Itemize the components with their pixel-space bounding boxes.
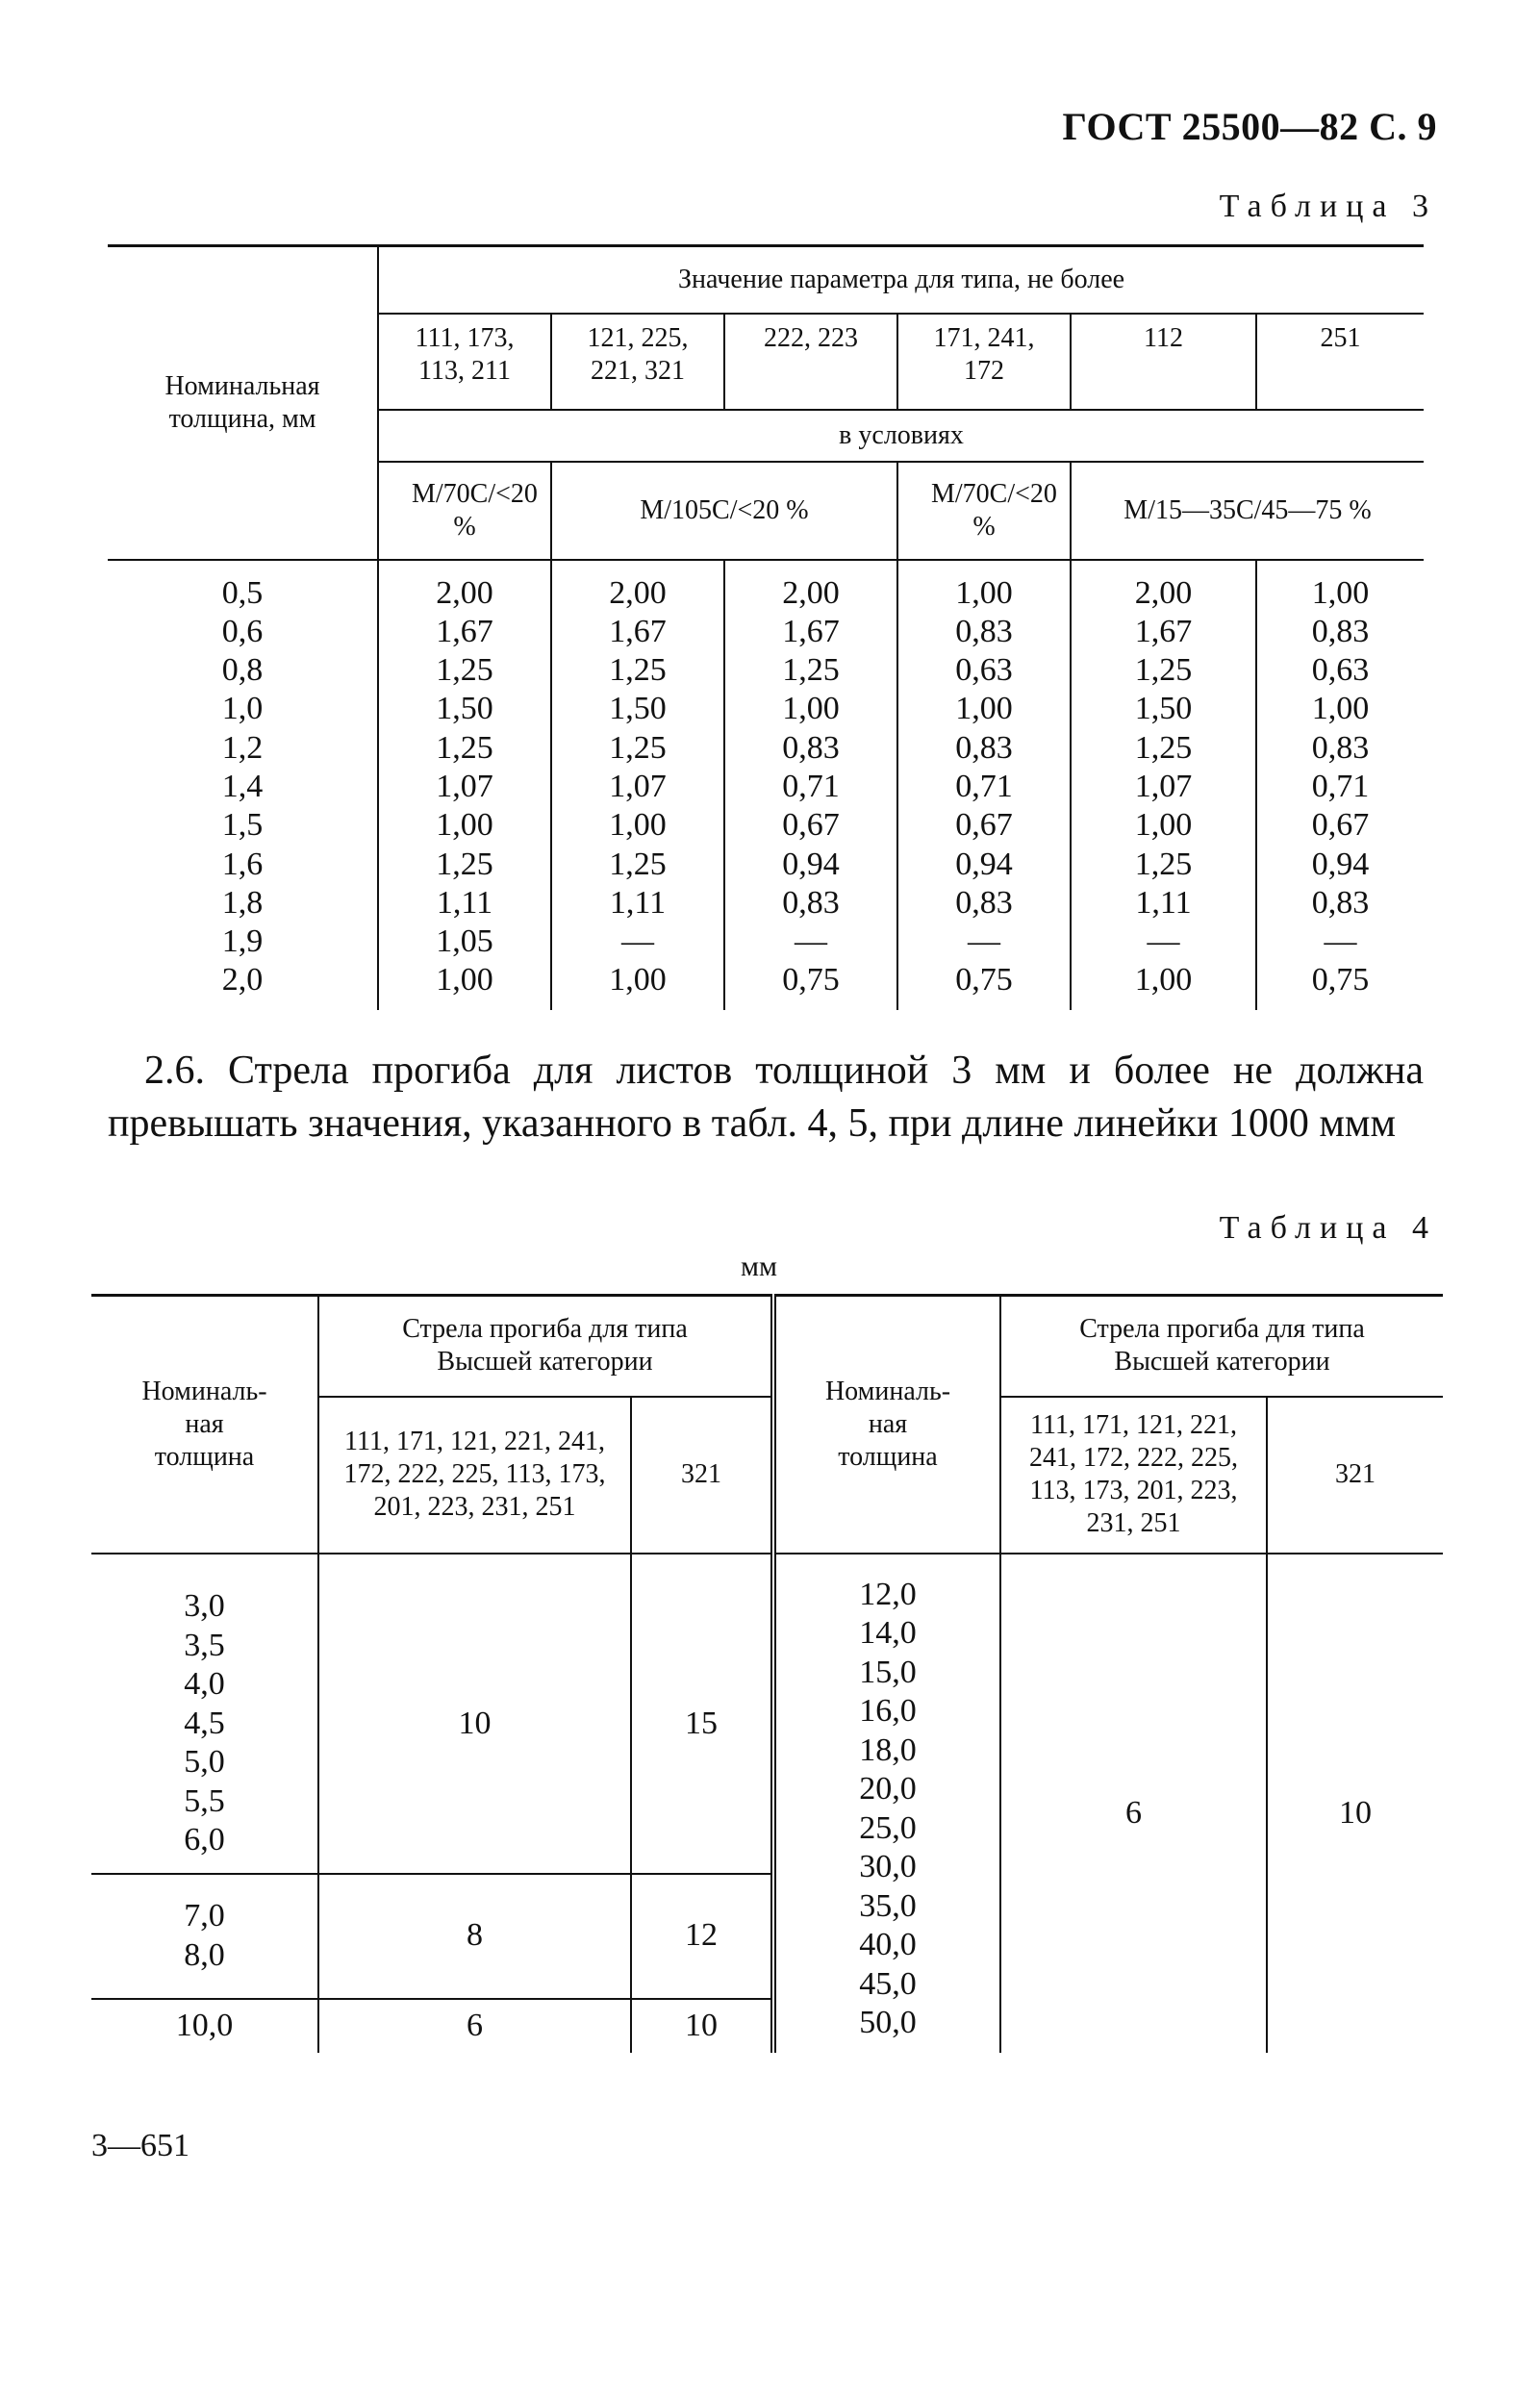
- table3-value-cell: 0,67: [724, 806, 897, 845]
- table3-value-cell: —: [897, 922, 1071, 961]
- table3-row-header: Номинальная толщина, мм: [108, 246, 378, 560]
- table4-value: 10: [1267, 1554, 1443, 2053]
- table3-value-cell: 1,00: [1071, 961, 1256, 1009]
- table3-value-cell: 1,00: [1071, 806, 1256, 845]
- table3-value-cell: 1,25: [551, 651, 724, 690]
- table3-value-cell: —: [551, 922, 724, 961]
- table3-row: [108, 884, 1424, 922]
- table3-type-header: 251: [1256, 314, 1424, 410]
- table-3: [108, 244, 1424, 1010]
- table3-thickness-cell: 2,0: [221, 962, 264, 998]
- table3-row: [108, 922, 1424, 961]
- table4-thickness-value: 14,0: [859, 1615, 917, 1651]
- table3-thickness-cell: 1,4: [221, 768, 264, 804]
- table3-value-cell: —: [724, 922, 897, 961]
- table3-value-cell: 1,25: [551, 846, 724, 884]
- table3-caption: Таблица 3: [1219, 189, 1437, 224]
- table3-value-cell: 0,83: [1256, 884, 1424, 922]
- table4-value: 6: [1000, 1554, 1267, 2053]
- table3-value-cell: 0,63: [897, 651, 1071, 690]
- table3-value-cell: 1,11: [1071, 884, 1256, 922]
- table3-value-cell: 0,83: [1256, 729, 1424, 768]
- table3-value-cell: 1,25: [724, 651, 897, 690]
- table3-value-cell: 1,11: [551, 884, 724, 922]
- table3-value-cell: 1,67: [378, 613, 551, 651]
- table3-value-cell: 1,00: [1256, 560, 1424, 613]
- table3-condition: М/70С/<20 %: [378, 462, 551, 560]
- table3-value-cell: 1,50: [1071, 690, 1256, 728]
- table3-value-cell: 1,67: [724, 613, 897, 651]
- table4-thickness-value: 5,5: [184, 1782, 225, 1819]
- table3-value-cell: —: [1071, 922, 1256, 961]
- table3-value-cell: 0,94: [1256, 846, 1424, 884]
- table3-value-cell: 1,00: [897, 560, 1071, 613]
- table4-thickness-group: [773, 1554, 1000, 2053]
- table4-group-header-right: Стрела прогиба для типа Высшей категории: [1000, 1296, 1443, 1397]
- table3-row: [108, 768, 1424, 806]
- table3-type-header: 112: [1071, 314, 1256, 410]
- table4-row-header-right: Номиналь-ная толщина: [773, 1296, 1000, 1554]
- table3-value-cell: 2,00: [724, 560, 897, 613]
- table3-value-cell: 2,00: [551, 560, 724, 613]
- table3-value-cell: 0,83: [724, 729, 897, 768]
- table3-value-cell: 1,00: [378, 961, 551, 1009]
- table3-value-cell: 1,00: [1256, 690, 1424, 728]
- table4-value: 8: [318, 1874, 631, 1999]
- table4-thickness-value: 12,0: [859, 1576, 917, 1612]
- table3-type-header: 111, 173, 113, 211: [378, 314, 551, 410]
- table3-thickness-cell: 0,5: [221, 574, 264, 611]
- table4-thickness-value: 25,0: [859, 1809, 917, 1846]
- table3-value-cell: 0,83: [724, 884, 897, 922]
- table3-value-cell: 1,25: [1071, 651, 1256, 690]
- table3-type-header: 222, 223: [724, 314, 897, 410]
- table3-row: [108, 690, 1424, 728]
- table3-group-header: Значение параметра для типа, не более: [378, 246, 1424, 314]
- table4-thickness-value: 50,0: [859, 2005, 917, 2040]
- table3-value-cell: 1,11: [378, 884, 551, 922]
- table4-thickness-value: 10,0: [175, 2007, 234, 2043]
- table3-value-cell: 1,67: [551, 613, 724, 651]
- table3-value-cell: 0,83: [897, 613, 1071, 651]
- table3-conditions-label: в условиях: [378, 410, 1424, 462]
- table3-value-cell: 1,00: [551, 961, 724, 1009]
- table3-value-cell: 1,25: [378, 846, 551, 884]
- table3-value-cell: 1,67: [1071, 613, 1256, 651]
- table3-thickness-cell: 1,0: [221, 691, 264, 727]
- table4-value: 10: [318, 1554, 631, 1874]
- table4-value: 15: [631, 1554, 773, 1874]
- table4-thickness-value: 3,0: [184, 1588, 225, 1625]
- table3-value-cell: 0,75: [897, 961, 1071, 1009]
- table3-value-cell: 1,05: [378, 922, 551, 961]
- table3-value-cell: 0,94: [897, 846, 1071, 884]
- table4-row-header-left: Номиналь-ная толщина: [91, 1296, 318, 1554]
- table3-value-cell: 1,25: [378, 651, 551, 690]
- table3-value-cell: 0,75: [724, 961, 897, 1009]
- table4-thickness-group: [91, 1554, 318, 1874]
- table4-thickness-value: 5,0: [184, 1744, 225, 1781]
- table3-value-cell: 1,00: [897, 690, 1071, 728]
- table4-value: 12: [631, 1874, 773, 1999]
- table3-thickness-cell: 1,2: [221, 729, 264, 766]
- table3-value-cell: 0,83: [897, 884, 1071, 922]
- table3-value-cell: 1,25: [378, 729, 551, 768]
- paragraph-2-6: 2.6. Стрела прогиба для листов толщиной 3 мм и более не должна превышать значения, указанного в табл. 4, 5, при длине линейки 1000 ммм: [108, 1049, 1424, 1146]
- table4-thickness-value: 16,0: [859, 1693, 917, 1729]
- table3-value-cell: 0,71: [897, 768, 1071, 806]
- table3-value-cell: 1,07: [1071, 768, 1256, 806]
- table3-value-cell: 1,07: [378, 768, 551, 806]
- table4-thickness-value: 4,0: [184, 1666, 225, 1703]
- table3-value-cell: 2,00: [378, 560, 551, 613]
- table3-value-cell: 0,75: [1256, 961, 1424, 1009]
- table3-thickness-cell: 1,9: [221, 923, 264, 960]
- table3-condition: М/70С/<20 %: [897, 462, 1071, 560]
- table3-row: [108, 560, 1424, 613]
- table3-value-cell: 0,63: [1256, 651, 1424, 690]
- table3-value-cell: 1,07: [551, 768, 724, 806]
- table3-row: [108, 846, 1424, 884]
- table3-condition: М/15—35С/45—75 %: [1071, 462, 1424, 560]
- table3-thickness-cell: 0,6: [221, 613, 264, 649]
- table3-thickness-cell: 1,5: [221, 807, 264, 844]
- table4-thickness-value: 3,5: [184, 1627, 225, 1663]
- table4-value: 6: [318, 1999, 631, 2053]
- table-4: [91, 1294, 1443, 2053]
- table4-thickness-value: 7,0: [184, 1898, 225, 1933]
- table3-type-header: 121, 225, 221, 321: [551, 314, 724, 410]
- table4-type-header: 111, 171, 121, 221, 241, 172, 222, 225, 113, 173, 201, 223, 231, 251: [1000, 1397, 1267, 1554]
- table4-thickness-value: 4,5: [184, 1705, 225, 1741]
- table4-group-header-left: Стрела прогиба для типа Высшей категории: [318, 1296, 773, 1397]
- table3-row: [108, 961, 1424, 1009]
- table3-thickness-cell: 1,8: [221, 884, 264, 921]
- table3-row: [108, 613, 1424, 651]
- table3-thickness-cell: 0,8: [221, 652, 264, 689]
- table3-row: [108, 806, 1424, 845]
- table3-value-cell: 1,00: [724, 690, 897, 728]
- table3-row: [108, 729, 1424, 768]
- table3-value-cell: 1,00: [551, 806, 724, 845]
- table3-type-header: 171, 241, 172: [897, 314, 1071, 410]
- table3-value-cell: 1,50: [378, 690, 551, 728]
- table3-value-cell: 0,67: [1256, 806, 1424, 845]
- page-header: ГОСТ 25500—82 С. 9: [1062, 105, 1437, 148]
- table4-type-header: 111, 171, 121, 221, 241, 172, 222, 225, 113, 173, 201, 223, 231, 251: [318, 1397, 631, 1554]
- table3-value-cell: 1,25: [1071, 729, 1256, 768]
- table3-thickness-cell: 1,6: [221, 846, 264, 882]
- table3-value-cell: 0,83: [897, 729, 1071, 768]
- table4-thickness-value: 18,0: [859, 1731, 917, 1768]
- table3-condition: М/105С/<20 %: [551, 462, 897, 560]
- table4-thickness-value: 20,0: [859, 1771, 917, 1807]
- table3-value-cell: 1,25: [1071, 846, 1256, 884]
- table4-type-header: 321: [1267, 1397, 1443, 1554]
- table4-value: 10: [631, 1999, 773, 2053]
- table4-thickness-value: 6,0: [184, 1822, 225, 1858]
- table3-value-cell: —: [1256, 922, 1424, 961]
- table3-value-cell: 2,00: [1071, 560, 1256, 613]
- table4-caption: Таблица 4: [1219, 1210, 1437, 1246]
- table3-value-cell: 0,71: [724, 768, 897, 806]
- table4-thickness-value: 15,0: [859, 1654, 917, 1690]
- table3-row: [108, 651, 1424, 690]
- table4-thickness-group: [91, 1874, 318, 1999]
- table3-value-cell: 0,71: [1256, 768, 1424, 806]
- table4-unit: мм: [741, 1251, 777, 1282]
- table4-thickness-value: 35,0: [859, 1887, 917, 1924]
- table3-value-cell: 1,00: [378, 806, 551, 845]
- table4-thickness-value: 40,0: [859, 1927, 917, 1962]
- table3-value-cell: 0,94: [724, 846, 897, 884]
- table3-value-cell: 0,67: [897, 806, 1071, 845]
- table4-thickness-group: [91, 1999, 318, 2053]
- table3-value-cell: 1,50: [551, 690, 724, 728]
- table3-value-cell: 1,25: [551, 729, 724, 768]
- table4-thickness-value: 8,0: [184, 1936, 225, 1973]
- table3-value-cell: 0,83: [1256, 613, 1424, 651]
- table4-type-header: 321: [631, 1397, 773, 1554]
- table4-thickness-value: 45,0: [859, 1965, 917, 2002]
- page-footer-code: 3—651: [91, 2128, 189, 2163]
- table4-thickness-value: 30,0: [859, 1849, 917, 1884]
